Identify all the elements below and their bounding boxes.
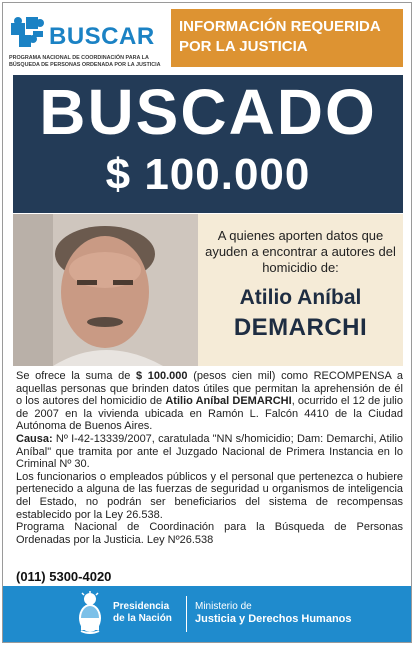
person-info-box [198, 214, 403, 366]
headline-band [13, 75, 403, 213]
case-paragraph: Causa: Nº I-42-13339/2007, caratulada "NN s/homicidio; Dam: Demarchi, Atilio Aníbal" que tramita por ante el Juzgado Nacional de Primera Instancia en lo Criminal Nº 30. [16, 432, 403, 471]
program-name: PROGRAMA NACIONAL DE COORDINACIÓN PARA LA BÚSQUEDA DE PERSONAS ORDENADA POR LA JUSTICIA [9, 55, 161, 68]
info-required-box [171, 9, 403, 67]
brand-name: BUSCAR [49, 23, 155, 50]
buscar-logo [9, 11, 169, 67]
reward-paragraph: Se ofrece la suma de $ 100.000 (pesos cien mil) como RECOMPENSA a aquellas personas que brinden datos útiles que permitan la aprehensión de él o los autores del homicidio de Atilio Aníbal DEMARCHI, ocurrido el 12 de julio de 2007 en la vivienda ubicada en Ramón L. Falcón 4410 de la Ciudad Autónoma de Buenos Aires. [16, 370, 404, 433]
header [3, 3, 411, 71]
footer [3, 586, 411, 642]
portrait-image [13, 214, 198, 366]
body-text [16, 370, 403, 546]
presidencia-label: Presidencia de la Nación [113, 601, 172, 624]
info-line-2: POR LA JUSTICIA [179, 38, 308, 55]
person-surname: DEMARCHI [233, 314, 368, 341]
program-paragraph: Programa Nacional de Coordinación para la Búsqueda de Personas Ordenadas por la Justicia. Ley Nº26.538 [16, 521, 403, 546]
phone-number[interactable]: (011) 5300-4020 [16, 569, 112, 584]
footer-divider [186, 596, 187, 632]
wanted-poster [2, 2, 412, 643]
coat-of-arms-icon [75, 591, 105, 635]
request-text: A quienes aporten datos que ayuden a encontrar a autores del homicidio de: [205, 228, 396, 275]
info-line-1: INFORMACIÓN REQUERIDA [179, 18, 381, 35]
puzzle-icon [9, 13, 47, 49]
ministry-label: Ministerio de Justicia y Derechos Humanos [195, 601, 352, 625]
person-photo [13, 214, 198, 366]
person-first-names: Atilio Aníbal [239, 286, 362, 309]
headline: BUSCADO [39, 76, 377, 148]
reward-amount: $ 100.000 [105, 150, 311, 199]
exclusion-paragraph: Los funcionarios o empleados públicos y el personal que pertenezca o hubiere pertenecido a alguna de las fuerzas de seguridad u organismos de inteligencia del Estado, no podrán ser beneficiarios del sistema de recompensas establecido por la Ley 26.538. [16, 470, 403, 521]
